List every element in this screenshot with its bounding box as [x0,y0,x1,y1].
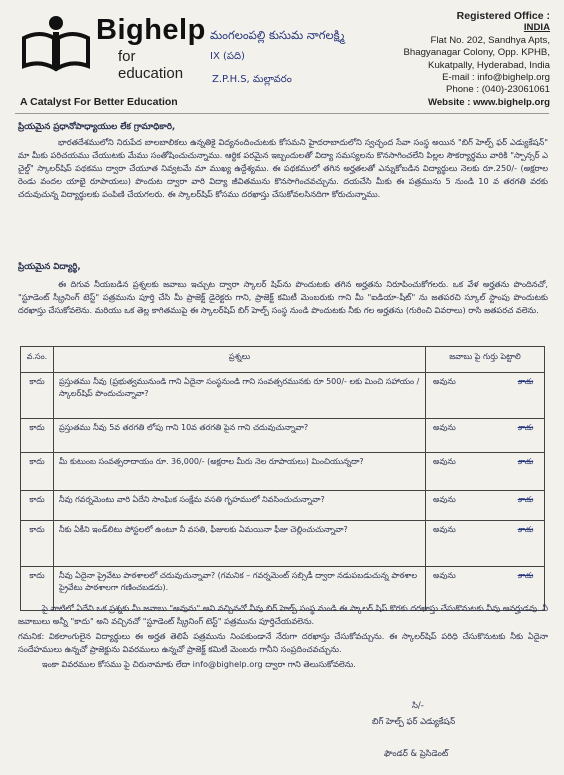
row-number: కాదు [21,491,54,521]
office-line: Flat No. 202, Sandhya Apts, [430,34,550,46]
footer-note-paragraph: గమనిక: వికలాంగులైన విద్యార్థులు ఈ అర్హత తెలిపే పత్రమును నింపకుండానే నేరుగా దరఖాస్తు చేసుకోవచ్చును. ఈ స్కాలర్‌షిప్ పరిధి చేసుకొనుటకు నీకు ఏదైనా సందేహములు ఉన్నచో ప్రాజెక్టును వివరములు ఉన్నచో ప్రాజెక్ట్ కమిటీ మెంబరు గానీని సంప్రదించవచ్చును. [18,631,548,654]
table-header-row [21,347,545,373]
signature-mark: సి/- [412,700,424,710]
header-divider [15,113,549,114]
table-row [21,521,545,567]
answer-yes[interactable]: అవును [433,571,456,580]
salutation-headmaster: ప్రియమైన ప్రధానోపాధ్యాయుల లేక గ్రామాధికారి, [18,122,176,132]
handwritten-class: IX (పది) [210,51,245,62]
office-country: INDIA [523,22,550,34]
row-question: మీ కుటుంబ సంవత్సరాదాయం రూ. 36,000/- (అక్షరాల మీరు నెల రూపాయలు) మించియున్నదా? [54,453,426,491]
signature-title: ఫౌండర్ & ప్రెసిడెంట్ [384,748,449,758]
row-answer [426,419,545,453]
footer-contact-paragraph: ఇంకా వివరముల కోసము పై చిరునామాకు లేదా info@bighelp.org ద్వారా గాని తెలుసుకోవలెను. [42,659,356,669]
row-question: నీవు గవర్నమెంటు వారి ఏదేని సాంఘిక సంక్షేమ వసతి గృహములో నివసించుచున్నావా? [54,491,426,521]
answer-no-marked[interactable]: కాదు [517,457,533,466]
brand-subtitle: for education [118,48,184,82]
row-answer [426,373,545,419]
table-row [21,491,545,521]
office-line: Kukatpally, Hyderabad, India [428,59,550,71]
header-answer: జవాబు పై గుర్తు పెట్టాలి [426,347,545,373]
handwritten-name: మంగలంపల్లి కుసుమ నాగలక్ష్మి [210,28,345,42]
office-phone: Phone : (040)-23061061 [445,84,550,96]
row-answer [426,491,545,521]
answer-no-marked[interactable]: కాదు [517,495,533,504]
instruction-paragraph: ఈ దిగువ నీయబడిన ప్రశ్నలకు జవాబు ఇచ్చుట ద్వారా స్కాలర్ షిప్‌ను పొందుటకు తగిన అర్హతను నిరూపించుకోగలరు. ఒక వేళ అర్హతను పొందినచో, "స్టూడెంట్ స్క్రీనింగ్ టెస్ట్" పత్రమును పూర్తి చేసి మీ ప్రాజెక్ట్ డైరెక్టరు గాని, ప్రాజెక్ట్ కమిటీ మెంబరుకు గాని మీ "ఐడియా-షీట్" ను జతపరచి స్కూల్ స్టాంపు పొందుటకు దరఖాస్తు చేసుకోవలెను. మరియు ఒక తెల్ల కాగితముపై ఈ స్కాలర్‌షిప్ బిగ్ హెల్ప్ సంస్థ నుండి పొందుటకు నీకు గల అర్హతను (గురించి వివరాలు) రాసి జతపరచ వలెను. [18,279,548,315]
answer-no-marked[interactable]: కాదు [517,377,533,386]
handwritten-school: Z.P.H.S, మల్లావరం [212,74,292,85]
header-serial: వ.సం. [21,347,54,373]
answer-no-marked[interactable]: కాదు [517,525,533,534]
intro-paragraph: భారతదేశములోని నిరుపేద బాలబాలికలు ఉన్నతికై విద్యనందించుటకు కోసమని హైదరాబాదులోని స్వచ్ఛంద సేవా సంస్థ అయిన "బిగ్ హెల్ప్ ఫర్ ఎడ్యుకేషన్" మా మీకు పరిచయము చేయుటకు మేము సంతోషించుచున్నాము. ఆర్థిక పరమైన ఇబ్బందులతో విద్యా సమస్యలను కొనసాగించలేని పిల్లల సౌకర్యార్థము వారికి "స్పాన్సర్ ఎ చైల్డ్" స్కాలర్‌షిప్ పథకము ద్వారా చేయూత నివ్వటమే మా ముఖ్య ఉద్దేశ్యము. ఈ పథకములో తగిన అర్హతలతో ఎన్నుకోబడిన విద్యార్థులు నెలకు రూ.250/- (అక్షరాల రెండు వందల యాభై రూపాయలు) పొందుట ద్వారా వారి విద్యా జీవితమును కొనసాగించవచ్చును. దయచేసి మీకు ఈ పత్రమును 5 నుండి 10 వ తరగతి వరకు చదువుచున్న విద్యార్థులకు పంపిణి చేయగలరు. ఈ స్కాలర్‌షిప్ కోసము దరఖాస్తు చేసుకోవలసినదిగా కోరుచున్నాము. [18,137,548,199]
answer-yes[interactable]: అవును [433,457,456,466]
salutation-student: ప్రియమైన విద్యార్థి, [18,262,81,272]
book-logo-icon [20,14,92,72]
answer-yes[interactable]: అవును [433,495,456,504]
row-number: కాదు [21,453,54,491]
answer-yes[interactable]: అవును [433,525,456,534]
eligibility-table [20,346,545,611]
office-email: E-mail : info@bighelp.org [442,72,550,84]
row-answer [426,521,545,567]
row-answer [426,453,545,491]
office-line: Bhagyanagar Colony, Opp. KPHB, [403,47,550,59]
row-number: కాదు [21,419,54,453]
footer-paragraph-1: పై వాటిలో ఏదేని ఒక ప్రశ్నకు మీ జవాబు "అవును" అని వచ్చినచో నీవు బిగ్ హెల్ప్ సంస్థ నుండి ఈ స్కాలర్ షిప్ కొరకు దరఖాస్తు చేసుకొనుటకు నీవు అనర్హుడవు. నీ జవాబులు అన్నీ "కాదు" అని వచ్చినచో "స్టూడెంట్ స్క్రీనింగ్ టెస్ట్" పత్రమును పూర్తిచేయవలెను. [18,603,548,626]
answer-no-marked[interactable]: కాదు [517,571,533,580]
registered-office [404,10,550,109]
row-question: నీవు ఏదైనా ప్రైవేటు పాఠశాలలో చదువుచున్నావా? (గమనిక – గవర్నమెంట్ సబ్సిడీ ద్వారా నడుపబడుచున్న పాఠశాల ప్రైవేటు పాఠశాలగా గణించబడదు). [54,567,426,611]
row-question: నీకు ఏకీని ఇండ్‌లిటు పోస్టలలో ఉంటూ నీ వసతి, ఫీజులకు ఏమయినా ఫీజు చెల్లించుచున్నావా? [54,521,426,567]
logo [20,14,206,84]
office-website: Website : www.bighelp.org [427,96,550,108]
table-row [21,453,545,491]
brand-name: Bighelp [96,14,206,46]
tagline: A Catalyst For Better Education [20,96,178,108]
row-number: కాదు [21,373,54,419]
table-row [21,373,545,419]
answer-yes[interactable]: అవును [433,377,456,386]
row-question: ప్రస్తుతము నీవు 5వ తరగతి లోపు గాని 10వ తరగతి పైన గాని చదువుచున్నావా? [54,419,426,453]
answer-yes[interactable]: అవును [433,423,456,432]
header-questions: ప్రశ్నలు [54,347,426,373]
signature-org: బిగ్ హెల్ప్ ఫర్ ఎడ్యుకేషన్ [372,716,456,726]
row-number: కాదు [21,521,54,567]
table-row [21,419,545,453]
row-question: ప్రస్తుతము నీవు (ప్రభుత్వమునుండి గాని ఏదైనా సంస్థనుండి గాని సంవత్సరమునకు రూ 500/- లకు మించి సహాయం / స్కాలర్‌షిప్ పొందుచున్నావా? [54,373,426,419]
answer-no-marked[interactable]: కాదు [517,423,533,432]
office-title: Registered Office : [456,10,550,22]
row-number: కాదు [21,567,54,611]
